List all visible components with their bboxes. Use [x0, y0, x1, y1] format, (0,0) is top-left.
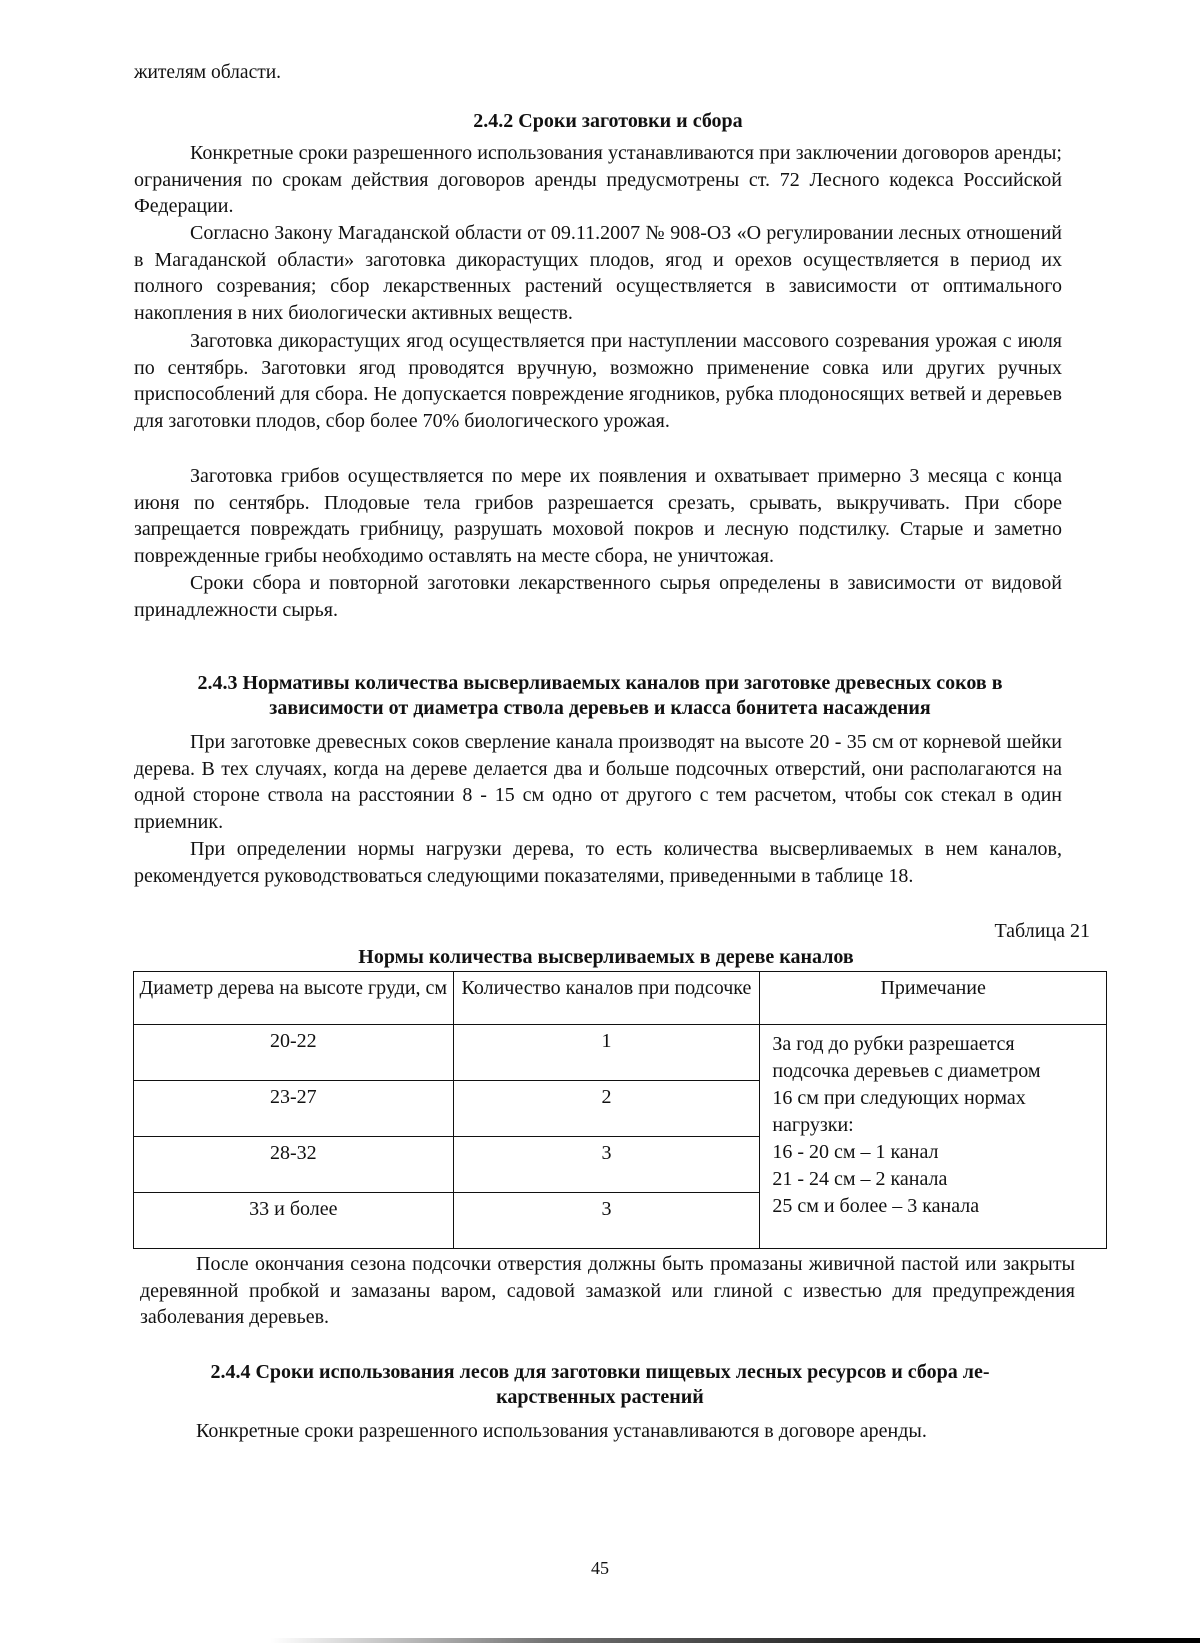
section-2-4-4-paragraph: Конкретные сроки разрешенного использования устанавливаются в договоре аренды.	[196, 1420, 927, 1442]
note-line: 25 см и более – 3 канала	[772, 1195, 980, 1217]
table-cell-diameter: 28-32	[134, 1137, 454, 1193]
table-row	[134, 1025, 1107, 1081]
note-line: 16 - 20 см – 1 канал	[772, 1141, 939, 1163]
table-title: Нормы количества высверливаемых в дереве каналов	[358, 946, 854, 968]
scan-edge-line	[270, 1638, 1200, 1643]
section-2-4-3-heading-line-2: зависимости от диаметра ствола деревьев и класса бонитета насаждения	[269, 697, 931, 719]
table-label: Таблица 21	[994, 920, 1090, 942]
table-cell-channels: 1	[453, 1025, 760, 1081]
note-line: 21 - 24 см – 2 канала	[772, 1168, 948, 1190]
norms-table	[133, 971, 1107, 1249]
section-2-4-4-heading-line-1: 2.4.4 Сроки использования лесов для заготовки пищевых лесных ресурсов и сбора ле-	[210, 1361, 990, 1383]
table-header-note: Примечание	[760, 972, 1107, 1025]
table-cell-diameter: 33 и более	[134, 1193, 454, 1249]
table-header-row	[134, 972, 1107, 1025]
section-2-4-2-heading: 2.4.2 Сроки заготовки и сбора	[473, 110, 743, 132]
section-2-4-2-paragraph-3: Заготовка дикорастущих ягод осуществляется при наступлении массового созревания урожая с июля по сентябрь. Заготовки ягод проводятся вручную, возможно применение совка или других ручных приспособлений для сбора. Не допускается повреждение ягодников, рубка плодоносящих ветвей и деревьев для заготовки плодов, сбор более 70% биологического урожая.	[134, 330, 1062, 432]
table-cell-diameter: 23-27	[134, 1081, 454, 1137]
table-cell-channels: 2	[453, 1081, 760, 1137]
after-table-paragraph: После окончания сезона подсочки отверстия должны быть промазаны живичной пастой или закрыты деревянной пробкой и замазаны варом, садовой замазкой или глиной с известью для предупреждения заболевания деревьев.	[140, 1253, 1075, 1328]
table-cell-channels: 3	[453, 1137, 760, 1193]
table-cell-channels: 3	[453, 1193, 760, 1249]
section-2-4-2-paragraph-5: Сроки сбора и повторной заготовки лекарственного сырья определены в зависимости от видовой принадлежности сырья.	[134, 572, 1062, 621]
table-header-channels: Количество каналов при подсочке	[453, 972, 760, 1025]
note-line: нагрузки:	[772, 1114, 854, 1136]
table-header-diameter: Диаметр дерева на высоте груди, см	[134, 972, 454, 1025]
intro-line: жителям области.	[134, 62, 282, 83]
note-line: подсочка деревьев с диаметром	[772, 1060, 1041, 1082]
section-2-4-2-paragraph-2: Согласно Закону Магаданской области от 09.11.2007 № 908-ОЗ «О регулировании лесных отношений в Магаданской области» заготовка дикорастущих плодов, ягод и орехов осуществляется в период их полного созревания; сбор лекарственных растений осуществляется в зависимости от оптимального накопления в них биологически активных веществ.	[134, 222, 1062, 324]
section-2-4-4-heading-line-2: карственных растений	[496, 1386, 704, 1408]
section-2-4-2-paragraph-4: Заготовка грибов осуществляется по мере их появления и охватывает примерно 3 месяца с конца июня по сентябрь. Плодовые тела грибов разрешается срезать, срывать, выкручивать. При сборе запрещается повреждать грибницу, разрушать моховой покров и лесную подстилку. Старые и заметно поврежденные грибы необходимо оставлять на месте сбора, не уничтожая.	[134, 465, 1062, 567]
note-line: За год до рубки разрешается	[772, 1033, 1015, 1055]
section-2-4-3-heading-line-1: 2.4.3 Нормативы количества высверливаемых каналов при заготовке древесных соков в	[197, 672, 1003, 694]
table-cell-diameter: 20-22	[134, 1025, 454, 1081]
page-number: 45	[591, 1558, 609, 1578]
section-2-4-3-paragraph-2: При определении нормы нагрузки дерева, то есть количества высверливаемых в нем каналов, рекомендуется руководствоваться следующими показателями, приведенными в таблице 18.	[134, 838, 1062, 887]
table-cell-note	[760, 1025, 1107, 1249]
section-2-4-3-paragraph-1: При заготовке древесных соков сверление канала производят на высоте 20 - 35 см от корневой шейки дерева. В тех случаях, когда на дереве делается два и больше подсочных отверстий, они располагаются на одной стороне ствола на расстоянии 8 - 15 см одно от другого с тем расчетом, чтобы сок стекал в один приемник.	[134, 731, 1062, 833]
note-line: 16 см при следующих нормах	[772, 1087, 1026, 1109]
section-2-4-2-paragraph-1: Конкретные сроки разрешенного использования устанавливаются при заключении договоров аренды; ограничения по срокам действия договоров аренды предусмотрены ст. 72 Лесного кодекса Российской Федерации.	[134, 142, 1062, 217]
